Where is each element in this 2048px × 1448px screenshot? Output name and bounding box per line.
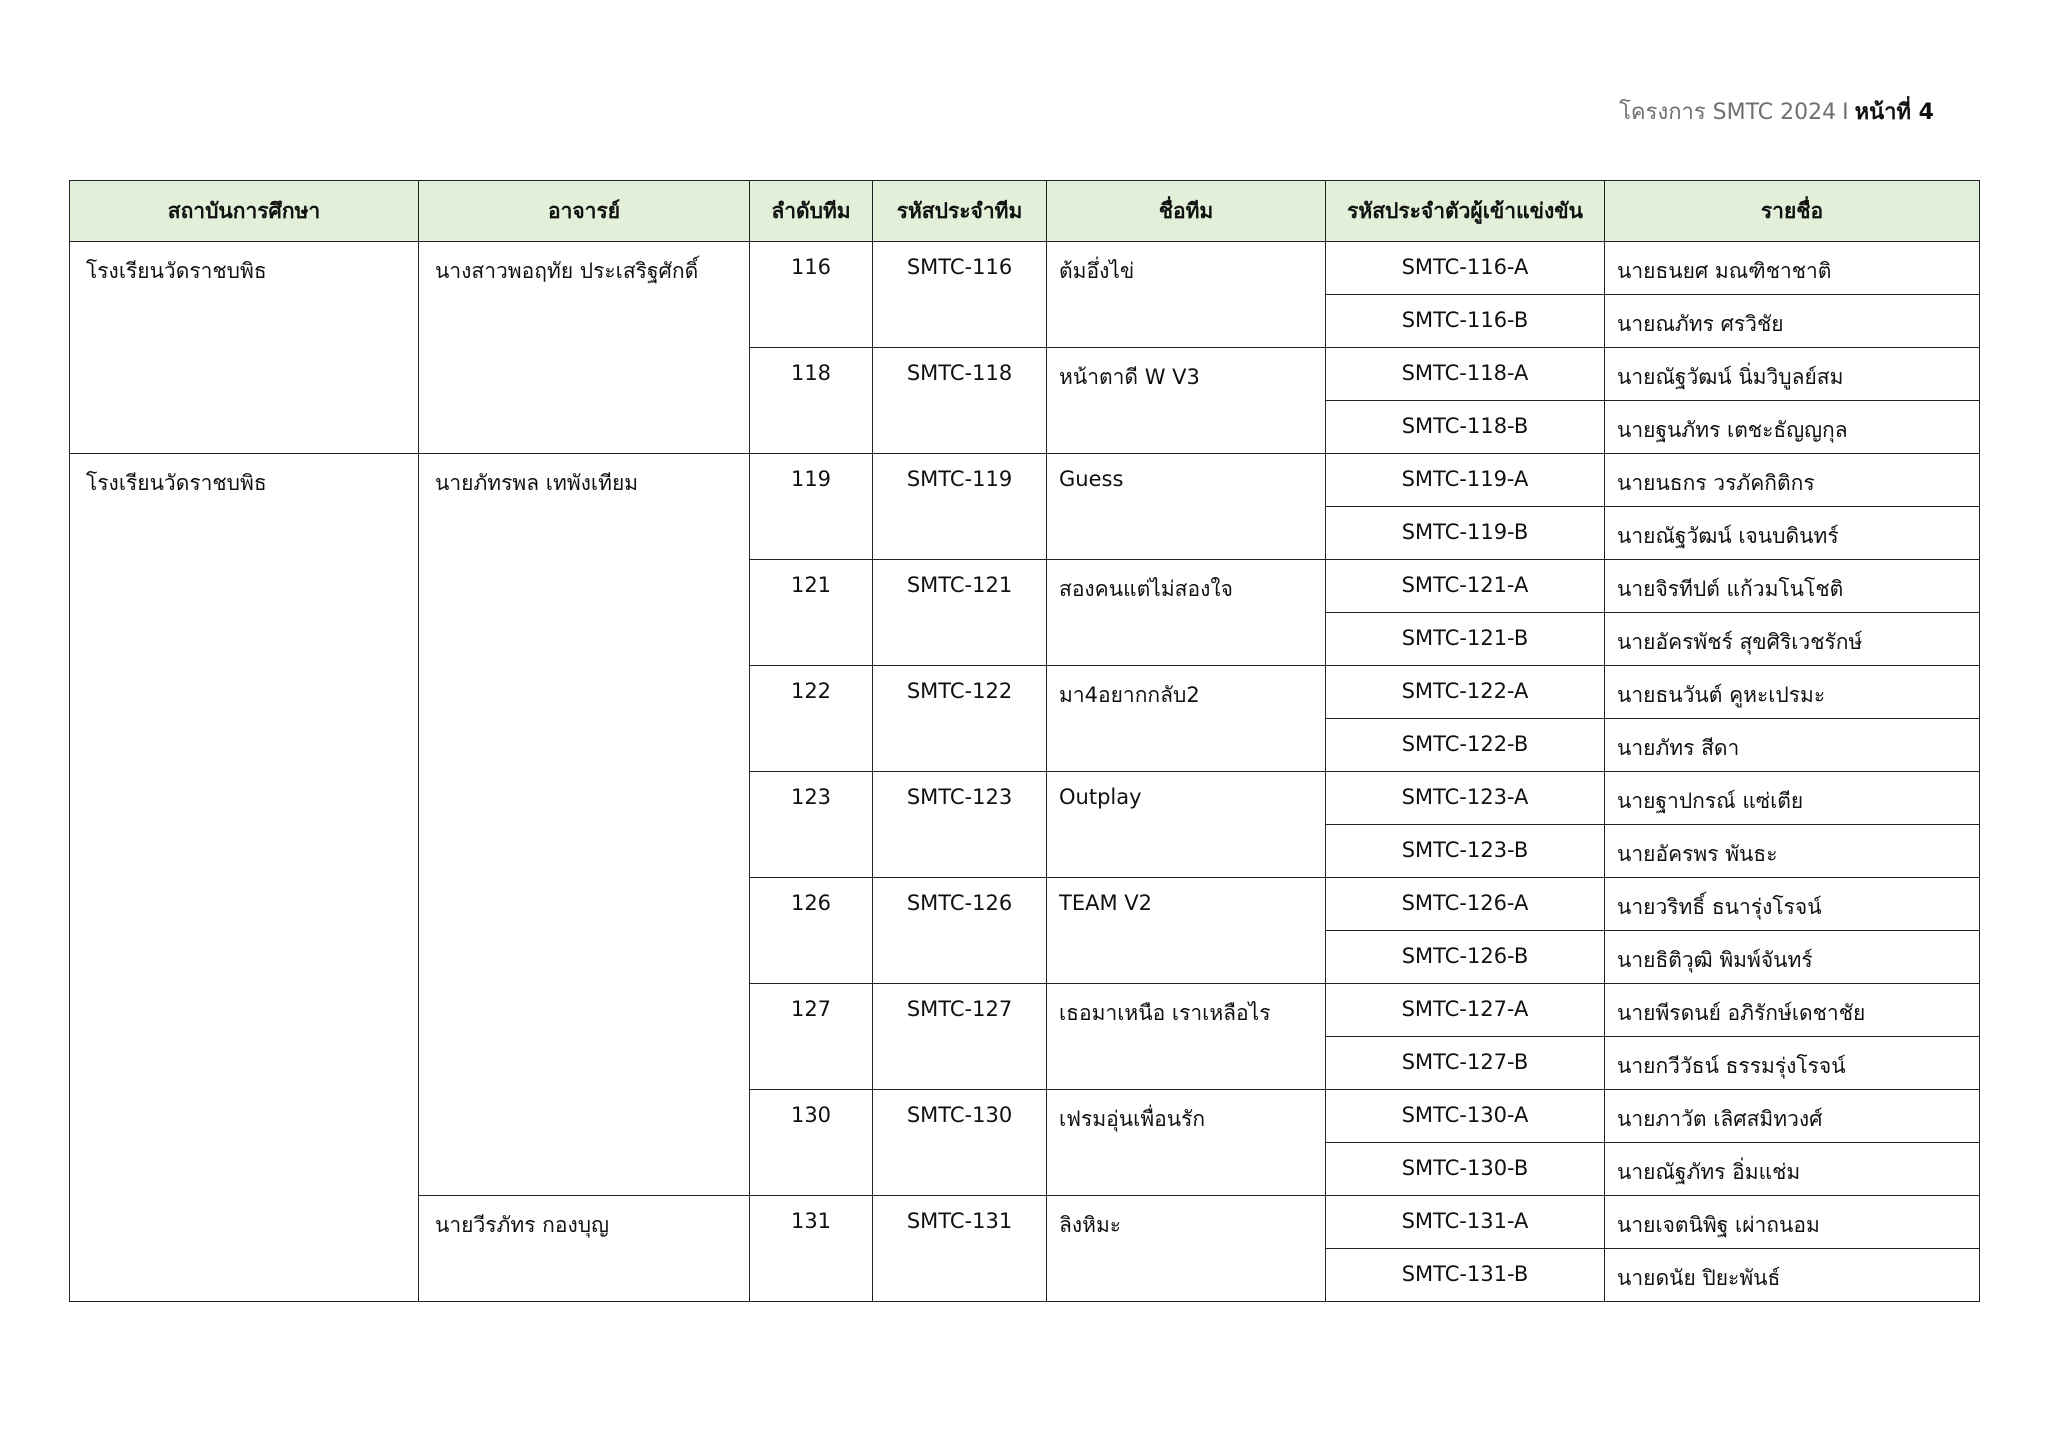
page-header — [1619, 94, 1934, 129]
school-cell: โรงเรียนวัดราชบพิธ — [70, 454, 419, 1302]
participant-id-cell: SMTC-131-B — [1326, 1249, 1605, 1302]
member-name-cell: นายอัครพร พันธะ — [1605, 825, 1980, 878]
participant-id-cell: SMTC-116-A — [1326, 242, 1605, 295]
team-code-cell: SMTC-116 — [873, 242, 1047, 348]
participant-id-cell: SMTC-121-A — [1326, 560, 1605, 613]
member-name-cell: นายณัฐวัฒน์ เจนบดินทร์ — [1605, 507, 1980, 560]
member-name-cell: นายวริทธิ์ ธนารุ่งโรจน์ — [1605, 878, 1980, 931]
table-row — [70, 242, 1980, 295]
member-name-cell: นายกวีวัธน์ ธรรมรุ่งโรจน์ — [1605, 1037, 1980, 1090]
participant-id-cell: SMTC-116-B — [1326, 295, 1605, 348]
participant-id-cell: SMTC-127-B — [1326, 1037, 1605, 1090]
team-roster-table — [69, 180, 1980, 1302]
member-name-cell: นายฐนภัทร เตชะธัญญกุล — [1605, 401, 1980, 454]
member-name-cell: นายณัฐวัฒน์ นิ่มวิบูลย์สม — [1605, 348, 1980, 401]
team-number-cell: 118 — [750, 348, 873, 454]
team-name-cell: มา4อยากกลับ2 — [1047, 666, 1326, 772]
participant-id-cell: SMTC-118-B — [1326, 401, 1605, 454]
team-code-cell: SMTC-131 — [873, 1196, 1047, 1302]
participant-id-cell: SMTC-126-A — [1326, 878, 1605, 931]
team-name-cell: หน้าตาดี W V3 — [1047, 348, 1326, 454]
member-name-cell: นายธนยศ มณฑิชาชาติ — [1605, 242, 1980, 295]
participant-id-cell: SMTC-122-B — [1326, 719, 1605, 772]
member-name-cell: นายฐาปกรณ์ แซ่เตีย — [1605, 772, 1980, 825]
header-team-name: ชื่อทีม — [1047, 181, 1326, 242]
team-name-cell: ต้มอึ่งไข่ — [1047, 242, 1326, 348]
team-number-cell: 116 — [750, 242, 873, 348]
team-code-cell: SMTC-126 — [873, 878, 1047, 984]
advisor-cell: นายภัทรพล เทพังเทียม — [419, 454, 750, 1196]
team-code-cell: SMTC-122 — [873, 666, 1047, 772]
team-number-cell: 122 — [750, 666, 873, 772]
team-number-cell: 131 — [750, 1196, 873, 1302]
page-number: หน้าที่ 4 — [1854, 100, 1934, 125]
participant-id-cell: SMTC-123-A — [1326, 772, 1605, 825]
participant-id-cell: SMTC-127-A — [1326, 984, 1605, 1037]
team-code-cell: SMTC-127 — [873, 984, 1047, 1090]
team-number-cell: 126 — [750, 878, 873, 984]
header-participant-id: รหัสประจำตัวผู้เข้าแข่งขัน — [1326, 181, 1605, 242]
team-code-cell: SMTC-118 — [873, 348, 1047, 454]
team-number-cell: 127 — [750, 984, 873, 1090]
team-code-cell: SMTC-130 — [873, 1090, 1047, 1196]
school-cell: โรงเรียนวัดราชบพิธ — [70, 242, 419, 454]
team-code-cell: SMTC-123 — [873, 772, 1047, 878]
header-advisor: อาจารย์ — [419, 181, 750, 242]
participant-id-cell: SMTC-131-A — [1326, 1196, 1605, 1249]
participant-id-cell: SMTC-119-B — [1326, 507, 1605, 560]
member-name-cell: นายนธกร วรภัคกิติกร — [1605, 454, 1980, 507]
member-name-cell: นายภาวัต เลิศสมิทวงศ์ — [1605, 1090, 1980, 1143]
member-name-cell: นายณภัทร ศรวิชัย — [1605, 295, 1980, 348]
member-name-cell: นายพีรดนย์ อภิรักษ์เดชาชัย — [1605, 984, 1980, 1037]
project-title: โครงการ SMTC 2024 — [1619, 100, 1837, 125]
participant-id-cell: SMTC-130-A — [1326, 1090, 1605, 1143]
header-member-name: รายชื่อ — [1605, 181, 1980, 242]
member-name-cell: นายเจตนิพิฐ เผ่าถนอม — [1605, 1196, 1980, 1249]
team-name-cell: ลิงหิมะ — [1047, 1196, 1326, 1302]
team-name-cell: TEAM V2 — [1047, 878, 1326, 984]
team-name-cell: Outplay — [1047, 772, 1326, 878]
header-school: สถาบันการศึกษา — [70, 181, 419, 242]
member-name-cell: นายณัฐภัทร อิ่มแช่ม — [1605, 1143, 1980, 1196]
advisor-cell: นางสาวพอฤทัย ประเสริฐศักดิ์ — [419, 242, 750, 454]
member-name-cell: นายอัครพัชร์ สุขศิริเวชรักษ์ — [1605, 613, 1980, 666]
member-name-cell: นายดนัย ปิยะพันธ์ — [1605, 1249, 1980, 1302]
participant-id-cell: SMTC-121-B — [1326, 613, 1605, 666]
header-team-code: รหัสประจำทีม — [873, 181, 1047, 242]
header-separator: I — [1842, 100, 1849, 125]
team-number-cell: 121 — [750, 560, 873, 666]
participant-id-cell: SMTC-122-A — [1326, 666, 1605, 719]
participant-id-cell: SMTC-130-B — [1326, 1143, 1605, 1196]
advisor-cell: นายวีรภัทร กองบุญ — [419, 1196, 750, 1302]
team-number-cell: 123 — [750, 772, 873, 878]
team-name-cell: เฟรมอุ่นเพื่อนรัก — [1047, 1090, 1326, 1196]
table-row — [70, 454, 1980, 507]
table-header-row — [70, 181, 1980, 242]
team-name-cell: เธอมาเหนือ เราเหลือไร — [1047, 984, 1326, 1090]
member-name-cell: นายธิติวุฒิ พิมพ์จันทร์ — [1605, 931, 1980, 984]
participant-id-cell: SMTC-118-A — [1326, 348, 1605, 401]
header-team-number: ลำดับทีม — [750, 181, 873, 242]
team-number-cell: 130 — [750, 1090, 873, 1196]
participant-id-cell: SMTC-126-B — [1326, 931, 1605, 984]
team-name-cell: Guess — [1047, 454, 1326, 560]
team-name-cell: สองคนแต่ไม่สองใจ — [1047, 560, 1326, 666]
participant-id-cell: SMTC-123-B — [1326, 825, 1605, 878]
table-body — [70, 242, 1980, 1302]
team-code-cell: SMTC-119 — [873, 454, 1047, 560]
member-name-cell: นายภัทร สีดา — [1605, 719, 1980, 772]
participant-id-cell: SMTC-119-A — [1326, 454, 1605, 507]
team-number-cell: 119 — [750, 454, 873, 560]
team-code-cell: SMTC-121 — [873, 560, 1047, 666]
member-name-cell: นายธนวันต์ คูหะเปรมะ — [1605, 666, 1980, 719]
member-name-cell: นายจิรทีปต์ แก้วมโนโชติ — [1605, 560, 1980, 613]
